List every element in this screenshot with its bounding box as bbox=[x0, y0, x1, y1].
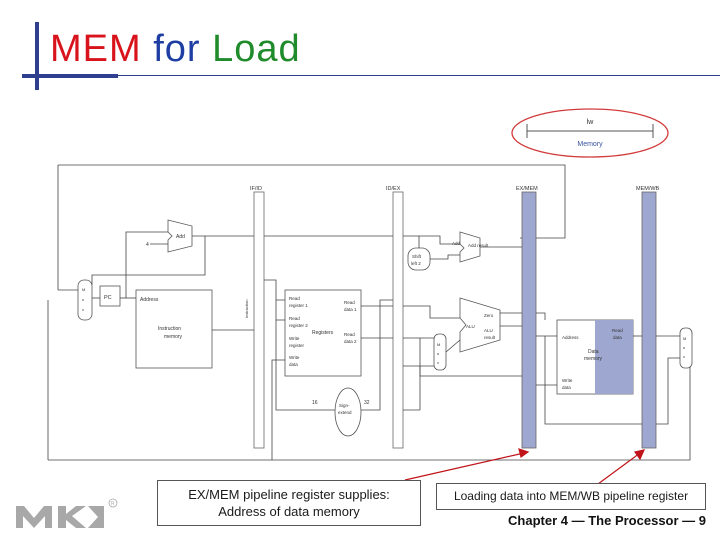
svg-text:Address: Address bbox=[562, 335, 579, 340]
callout-mem-wb-line1: Loading data into MEM/WB pipeline register bbox=[453, 489, 689, 503]
svg-text:Add: Add bbox=[176, 234, 185, 240]
svg-text:Read: Read bbox=[289, 296, 300, 301]
register-label-ex-mem: EX/MEM bbox=[516, 186, 538, 192]
alu-src-mux bbox=[434, 334, 446, 370]
svg-text:Read: Read bbox=[344, 332, 355, 337]
legend-instruction: lw bbox=[586, 119, 594, 126]
svg-text:data: data bbox=[613, 335, 622, 340]
svg-text:ALU: ALU bbox=[484, 328, 493, 333]
svg-text:u: u bbox=[437, 351, 440, 356]
svg-text:result: result bbox=[484, 335, 496, 340]
title-word-for: for bbox=[153, 28, 201, 70]
svg-text:memory: memory bbox=[584, 356, 603, 362]
pipeline-register-if-id bbox=[254, 192, 264, 448]
svg-text:Sign-: Sign- bbox=[339, 403, 350, 408]
svg-text:Instruction: Instruction bbox=[244, 299, 249, 318]
register-label-id-ex: ID/EX bbox=[386, 186, 401, 192]
svg-text:data: data bbox=[562, 385, 571, 390]
svg-text:Registers: Registers bbox=[312, 330, 334, 336]
callout-arrow-right bbox=[598, 453, 640, 484]
pipeline-register-id-ex bbox=[393, 192, 403, 448]
callout-arrow-left bbox=[405, 453, 524, 480]
svg-text:Read: Read bbox=[612, 328, 623, 333]
svg-text:Add: Add bbox=[452, 241, 461, 246]
svg-text:register 2: register 2 bbox=[289, 323, 308, 328]
svg-text:16: 16 bbox=[312, 400, 318, 406]
svg-text:data 2: data 2 bbox=[344, 339, 357, 344]
legend-stage: Memory bbox=[577, 141, 603, 148]
svg-text:memory: memory bbox=[164, 334, 183, 340]
register-label-mem-wb: MEM/WB bbox=[636, 186, 660, 192]
svg-text:M: M bbox=[82, 287, 86, 292]
svg-text:Read: Read bbox=[344, 300, 355, 305]
ex-stage bbox=[403, 232, 522, 410]
title-word-mem: MEM bbox=[50, 28, 142, 70]
svg-text:Address: Address bbox=[140, 297, 159, 303]
svg-text:Write: Write bbox=[289, 336, 300, 341]
arrow-head-left bbox=[519, 449, 528, 457]
svg-text:u: u bbox=[82, 297, 85, 302]
svg-text:PC: PC bbox=[104, 295, 112, 301]
if-stage bbox=[78, 220, 254, 368]
svg-text:Read: Read bbox=[289, 316, 300, 321]
pipeline-register-ex-mem bbox=[522, 192, 536, 448]
mem-stage bbox=[536, 313, 642, 424]
title-word-load: Load bbox=[212, 28, 301, 70]
svg-text:x: x bbox=[683, 354, 685, 359]
slide-footer: Chapter 4 — The Processor — 9 bbox=[508, 513, 706, 528]
svg-text:Add result: Add result bbox=[468, 243, 489, 248]
svg-text:data 1: data 1 bbox=[344, 307, 357, 312]
callout-ex-mem-line1: EX/MEM pipeline register supplies: bbox=[188, 487, 390, 502]
writeback-mux bbox=[680, 328, 692, 368]
svg-text:u: u bbox=[683, 345, 686, 350]
pc-mux bbox=[78, 280, 92, 320]
svg-text:register 1: register 1 bbox=[289, 303, 308, 308]
svg-text:M: M bbox=[683, 336, 687, 341]
pipeline-register-mem-wb bbox=[642, 192, 656, 448]
stage-legend bbox=[512, 109, 668, 157]
callout-ex-mem-line2: Address of data memory bbox=[218, 504, 360, 519]
callout-ex-mem bbox=[157, 480, 421, 526]
callout-mem-wb bbox=[436, 483, 706, 510]
svg-text:R: R bbox=[111, 501, 115, 507]
svg-text:Instruction: Instruction bbox=[158, 326, 182, 332]
mk-publisher-logo-icon bbox=[14, 496, 119, 534]
arrow-head-right bbox=[635, 450, 644, 459]
svg-text:x: x bbox=[82, 307, 84, 312]
svg-text:extend: extend bbox=[338, 410, 352, 415]
wb-stage bbox=[656, 328, 692, 424]
id-stage bbox=[264, 236, 393, 460]
svg-text:Zero: Zero bbox=[484, 313, 494, 318]
shift-left-unit bbox=[408, 248, 430, 270]
svg-text:4: 4 bbox=[146, 242, 149, 248]
svg-text:Shift: Shift bbox=[412, 254, 422, 259]
svg-text:Data: Data bbox=[588, 349, 599, 355]
register-label-if-id: IF/ID bbox=[250, 186, 262, 192]
svg-text:data: data bbox=[289, 362, 298, 367]
legend-highlight-ellipse bbox=[512, 109, 668, 157]
svg-text:32: 32 bbox=[364, 400, 370, 406]
svg-text:x: x bbox=[437, 360, 439, 365]
svg-text:Write: Write bbox=[562, 378, 573, 383]
callout-arrows bbox=[405, 449, 644, 484]
svg-text:ALU: ALU bbox=[466, 324, 475, 329]
svg-text:left 2: left 2 bbox=[411, 261, 421, 266]
svg-text:register: register bbox=[289, 343, 305, 348]
svg-text:M: M bbox=[437, 342, 441, 347]
svg-text:Write: Write bbox=[289, 355, 300, 360]
